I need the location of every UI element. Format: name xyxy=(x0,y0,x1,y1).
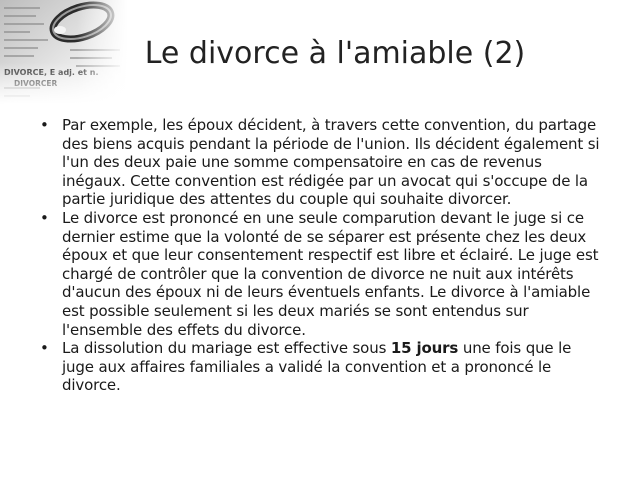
bullet-text: Par exemple, les époux décident, à travers cette convention, du partage des biens acquis pendant la période de l'union. Ils décident également si l'un des deux paie une somme compensatoire en cas de revenus inégaux. Cette convention est rédigée par un avocat qui s'occupe de la partie juridique des attentes du couple qui souhaite divorcer. xyxy=(62,116,600,209)
bullet-text-before: La dissolution du mariage est effective sous xyxy=(62,339,391,358)
bullet-item xyxy=(40,339,600,395)
bullet-item xyxy=(40,116,600,209)
bullet-text-emphasis: 15 jours xyxy=(390,339,459,358)
bullet-list xyxy=(40,116,600,395)
bullet-text: Le divorce est prononcé en une seule comparution devant le juge si ce dernier estime que la volonté de se séparer est présente chez les deux époux et que leur consentement respectif est libre et éclairé. Le juge est chargé de contrôler que la convention de divorce ne nuit aux intérêts d'aucun des époux ni de leurs éventuels enfants. Le divorce à l'amiable est possible seulement si les deux mariés se sont entendus sur l'ensemble des effets du divorce. xyxy=(62,208,599,339)
slide-title: Le divorce à l'amiable (2) xyxy=(144,36,526,71)
bullet-dot: • xyxy=(40,116,49,134)
bullet-dot: • xyxy=(40,339,49,358)
bullet-dot: • xyxy=(40,208,49,227)
bullet-item xyxy=(40,209,600,339)
bullet-text-after: une fois que le juge aux affaires familiales a validé la convention et a prononcé le divorce. xyxy=(62,339,572,395)
bullet-text xyxy=(62,339,571,394)
